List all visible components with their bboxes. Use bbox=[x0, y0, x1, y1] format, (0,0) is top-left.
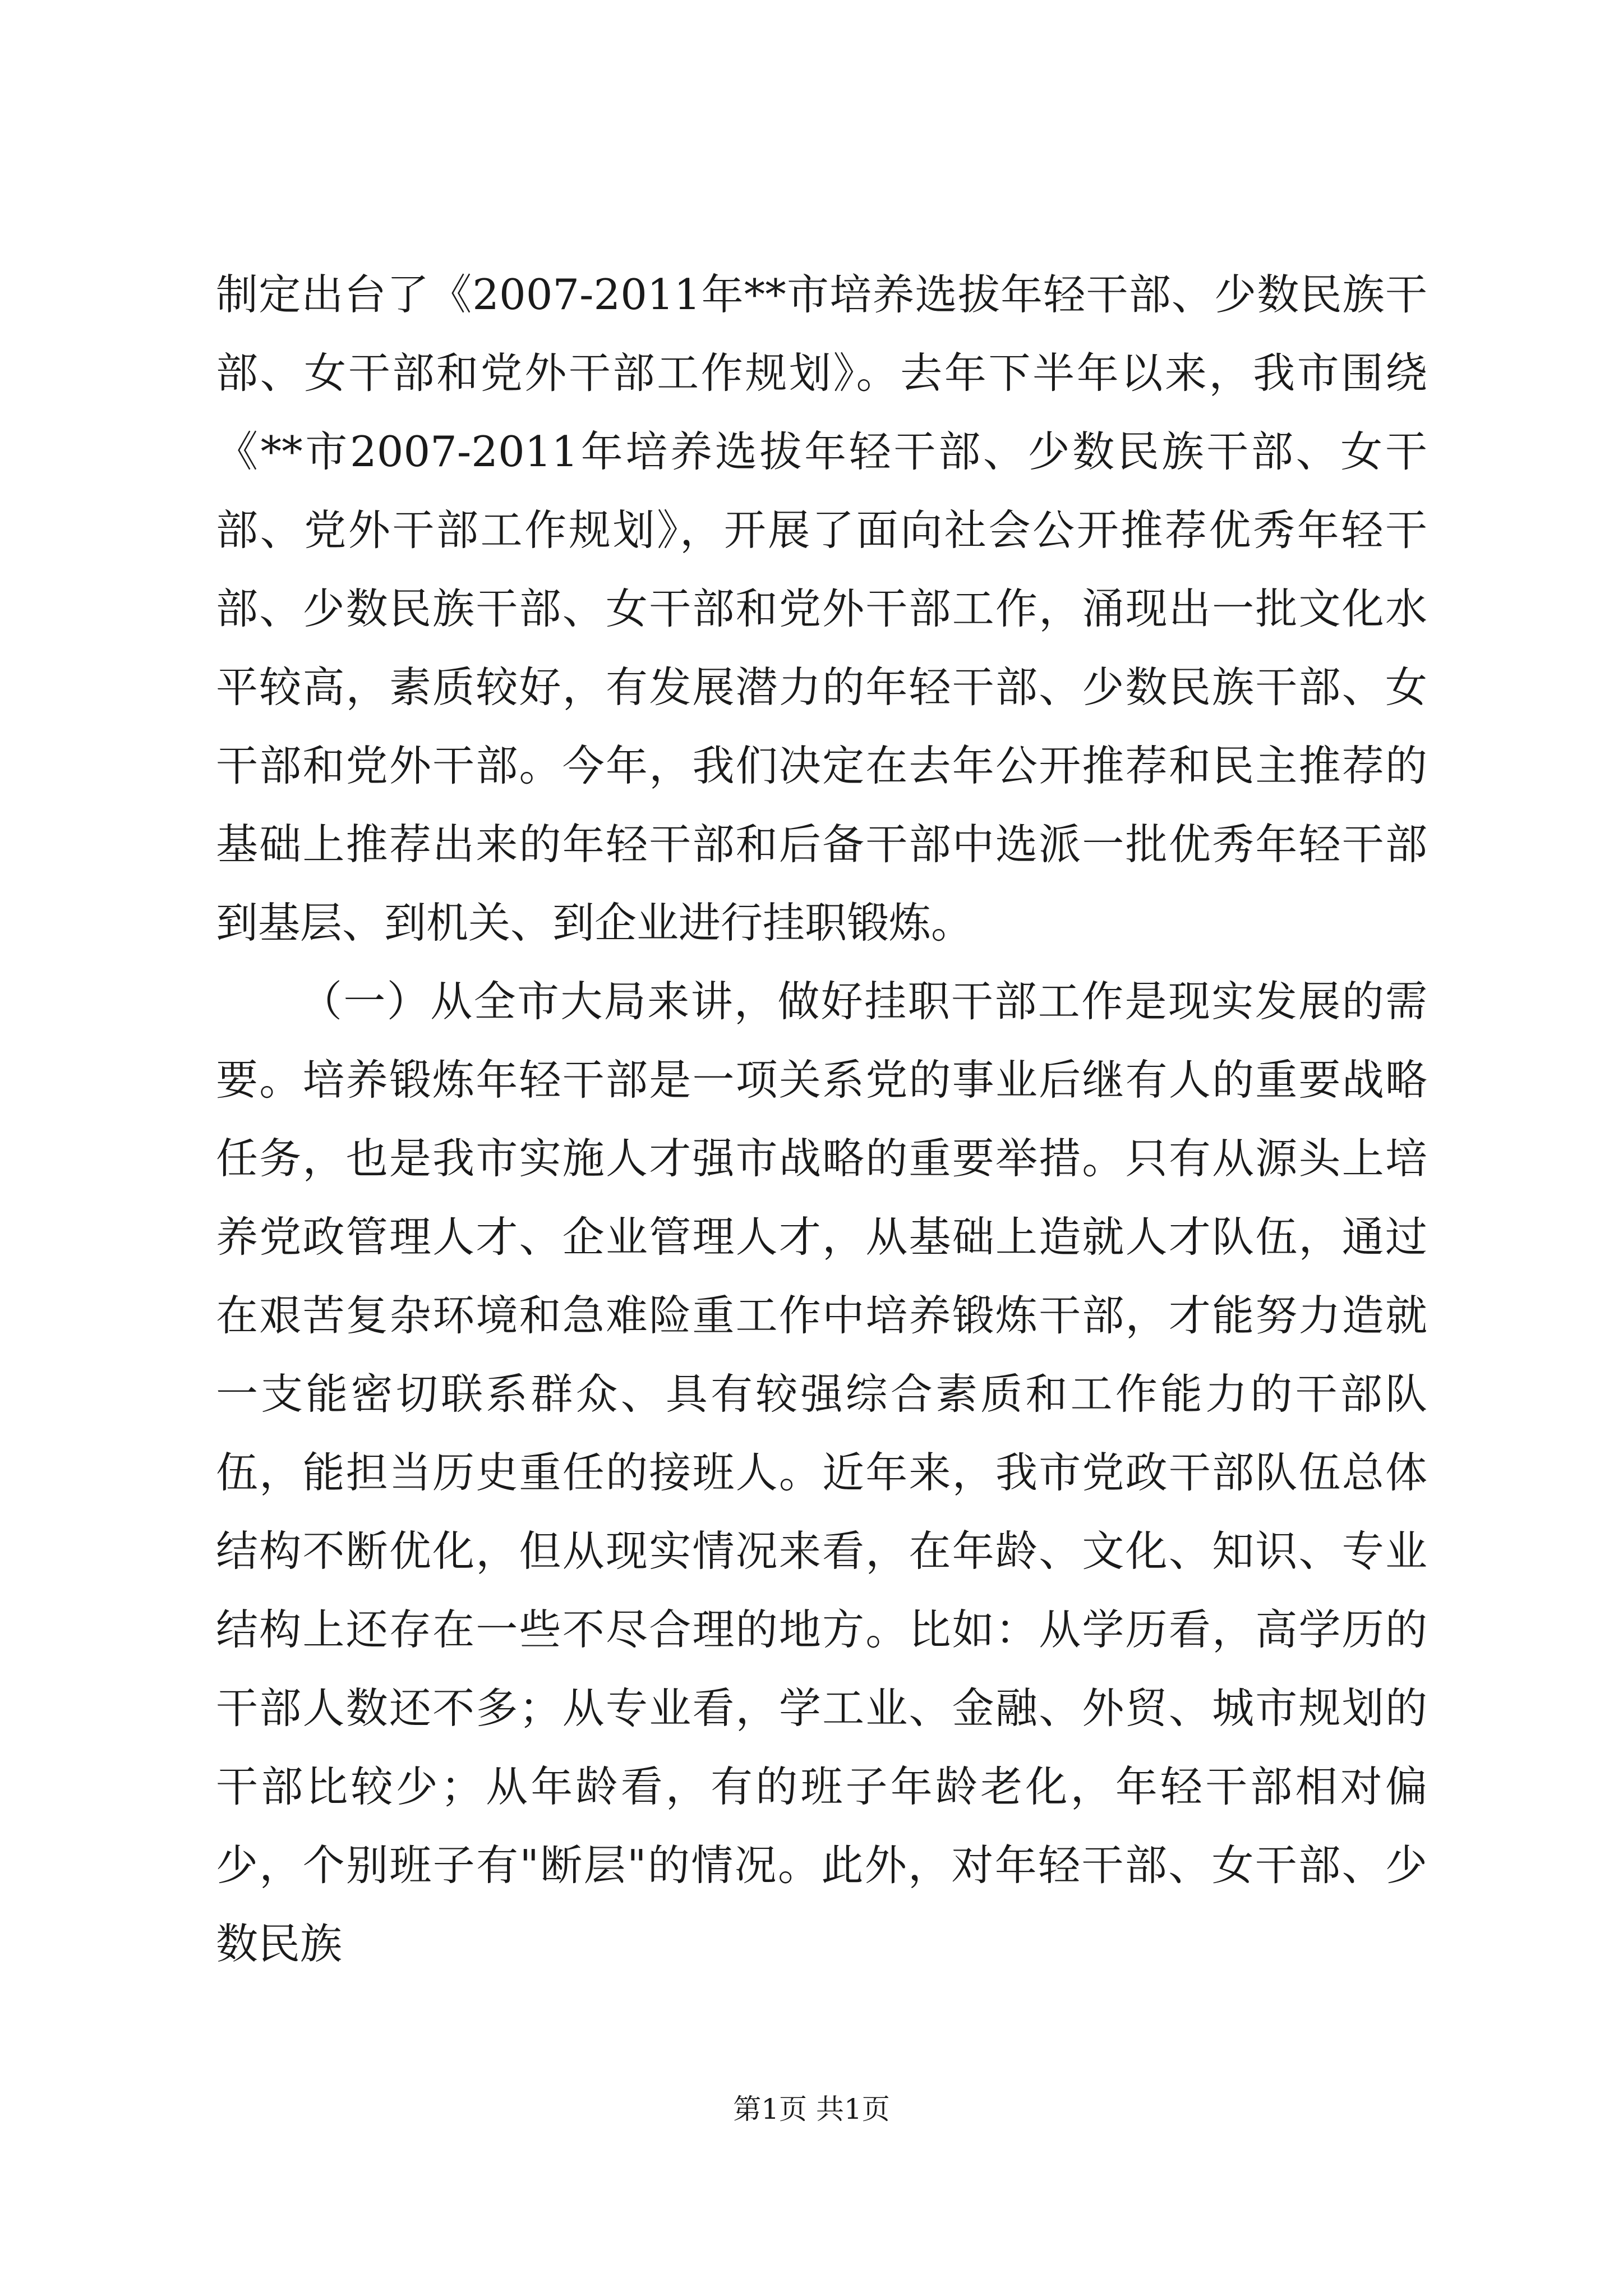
document-body bbox=[216, 255, 1427, 1983]
paragraph-1: 制定出台了《2007-2011年**市培养选拔年轻干部、少数民族干部、女干部和党外干部工作规划》。去年下半年以来，我市围绕《**市2007-2011年培养选拔年轻干部、少数民族干部、女干部、党外干部工作规划》，开展了面向社会公开推荐优秀年轻干部、少数民族干部、女干部和党外干部工作，涌现出一批文化水平较高，素质较好，有发展潜力的年轻干部、少数民族干部、女干部和党外干部。今年，我们决定在去年公开推荐和民主推荐的基础上推荐出来的年轻干部和后备干部中选派一批优秀年轻干部到基层、到机关、到企业进行挂职锻炼。 bbox=[216, 270, 1427, 947]
paragraph-2: （一）从全市大局来讲，做好挂职干部工作是现实发展的需要。培养锻炼年轻干部是一项关系党的事业后继有人的重要战略任务，也是我市实施人才强市战略的重要举措。只有从源头上培养党政管理人才、企业管理人才，从基础上造就人才队伍，通过在艰苦复杂环境和急难险重工作中培养锻炼干部，才能努力造就一支能密切联系群众、具有较强综合素质和工作能力的干部队伍，能担当历史重任的接班人。近年来，我市党政干部队伍总体结构不断优化，但从现实情况来看，在年龄、文化、知识、专业结构上还存在一些不尽合理的地方。比如：从学历看，高学历的干部人数还不多；从专业看，学工业、金融、外贸、城市规划的干部比较少；从年龄看，有的班子年龄老化，年轻干部相对偏少，个别班子有"断层"的情况。此外，对年轻干部、女干部、少数民族 bbox=[216, 977, 1427, 1968]
page-footer: 第1页 共1页 bbox=[733, 2093, 890, 2125]
